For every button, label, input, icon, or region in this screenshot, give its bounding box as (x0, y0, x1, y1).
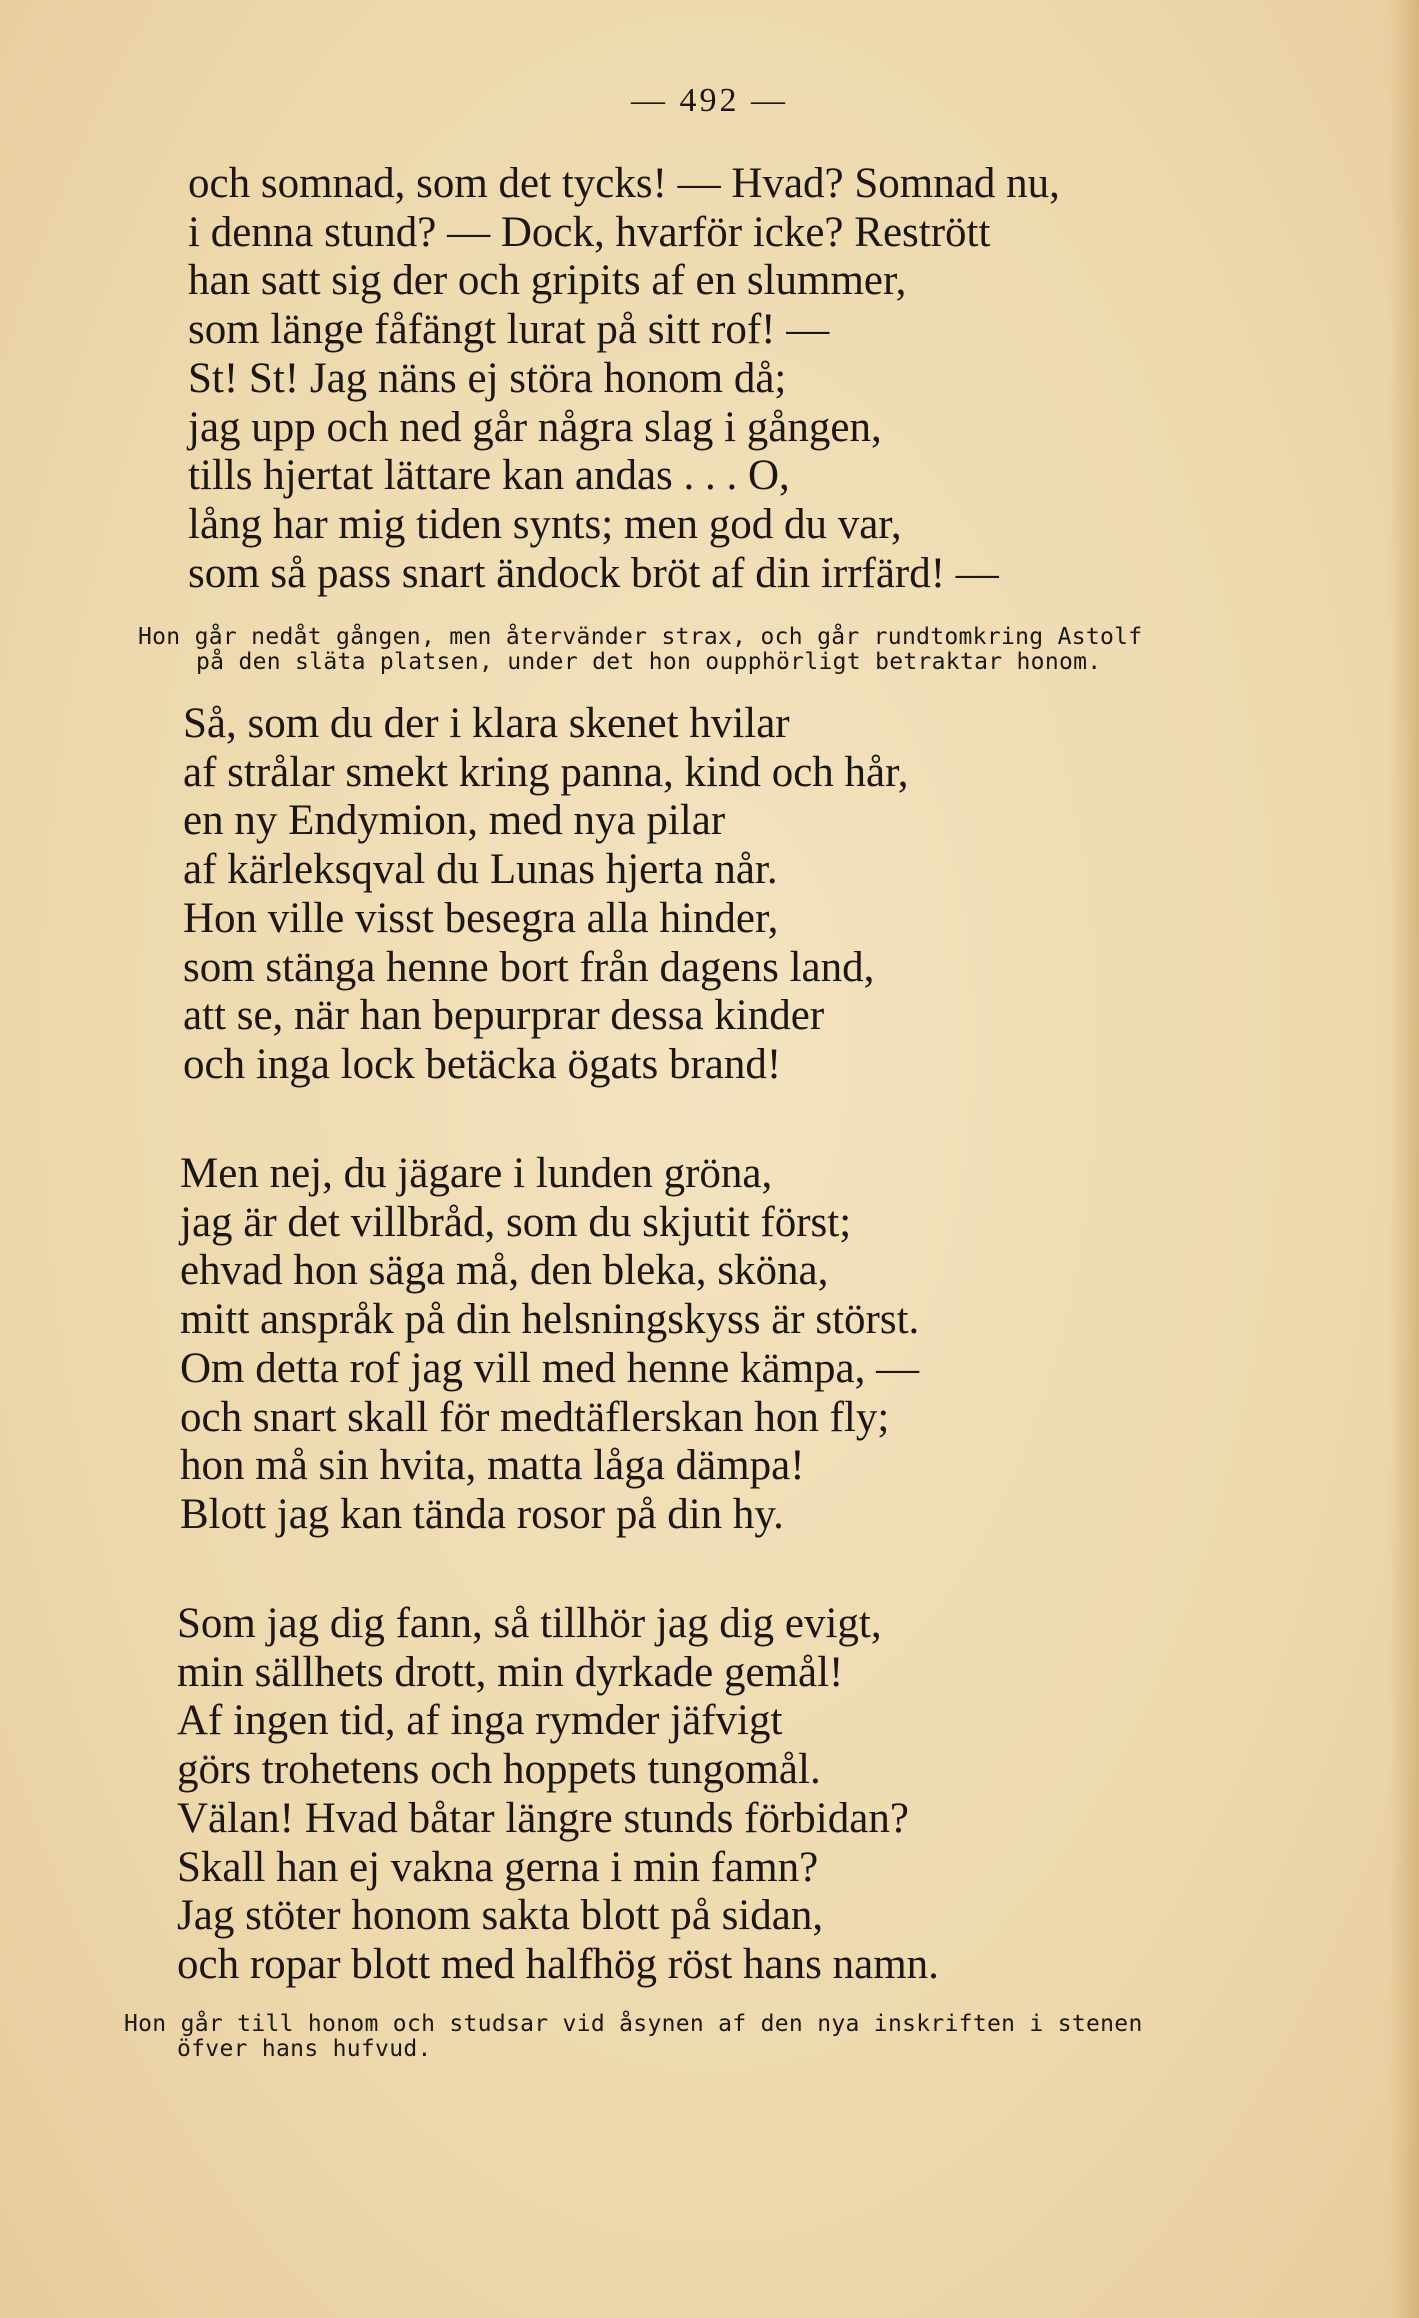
stage-direction-line: Hon går till honom och studsar vid åsynen af den nya inskriften i stenen (124, 2011, 1143, 2037)
verse-line: som stänga henne bort från dagens land, (183, 943, 875, 991)
verse-line: ehvad hon säga må, den bleka, sköna, (180, 1247, 829, 1295)
verse-line: han satt sig der och gripits af en slummer, (188, 257, 907, 305)
verse-line: och somnad, som det tycks! — Hvad? Somnad nu, (188, 160, 1060, 207)
verse-line: görs trohetens och hoppets tungomål. (177, 1746, 821, 1794)
verse-line: jag upp och ned går några slag i gången, (188, 403, 882, 451)
verse-line: Blott jag kan tända rosor på din hy. (180, 1490, 784, 1538)
verse-line: som länge fåfängt lurat på sitt rof! — (188, 306, 830, 354)
verse-line: jag är det villbråd, som du skjutit först; (180, 1198, 852, 1246)
verse-line: Jag stöter honom sakta blott på sidan, (177, 1892, 824, 1940)
stage-direction-1 (138, 625, 1142, 675)
verse-line: som så pass snart ändock bröt af din irrfärd! — (188, 549, 999, 597)
stage-direction-line: öfver hans hufvud. (177, 2036, 432, 2062)
verse-line: Skall han ej vakna gerna i min famn? (177, 1843, 819, 1891)
verse-line: Så, som du der i klara skenet hvilar (183, 700, 790, 747)
stage-direction-2 (124, 2012, 1143, 2062)
verse-stanza-4 (177, 1600, 1327, 1990)
verse-line: en ny Endymion, med nya pilar (183, 797, 726, 845)
verse-line: och ropar blott med halfhög röst hans namn. (177, 1940, 939, 1988)
stage-direction-line: Hon går nedåt gången, men återvänder strax, och går rundtomkring Astolf (138, 624, 1143, 650)
verse-line: mitt anspråk på din helsningskyss är störst. (180, 1296, 920, 1344)
verse-line: Som jag dig fann, så tillhör jag dig evigt, (177, 1600, 882, 1647)
verse-line: tills hjertat lättare kan andas . . . O, (188, 452, 790, 500)
page-edge-shade (1389, 0, 1419, 2318)
verse-stanza-1 (188, 160, 1338, 598)
verse-line: Hon ville visst besegra alla hinder, (183, 894, 779, 942)
verse-line: hon må sin hvita, matta låga dämpa! (180, 1442, 805, 1490)
verse-line: och inga lock betäcka ögats brand! (183, 1040, 782, 1088)
verse-line: Men nej, du jägare i lunden gröna, (180, 1150, 773, 1197)
verse-line: i denna stund? — Dock, hvarför icke? Restrött (188, 208, 991, 256)
stage-direction-line: på den släta platsen, under det hon oupphörligt betraktar honom. (196, 649, 1102, 675)
verse-line: min sällhets drott, min dyrkade gemål! (177, 1648, 844, 1696)
verse-line: St! St! Jag näns ej störa honom då; (188, 354, 787, 402)
verse-line: lång har mig tiden synts; men god du var, (188, 500, 902, 548)
verse-stanza-2 (183, 700, 1333, 1090)
verse-line: och snart skall för medtäflerskan hon fly; (180, 1393, 890, 1441)
verse-line: af kärleksqval du Lunas hjerta når. (183, 846, 778, 894)
verse-stanza-3 (180, 1150, 1330, 1540)
verse-line: Välan! Hvad båtar längre stunds förbidan? (177, 1794, 909, 1842)
verse-line: af strålar smekt kring panna, kind och hår, (183, 748, 909, 796)
verse-line: Af ingen tid, af inga rymder jäfvigt (177, 1697, 783, 1745)
page-number: — 492 — (631, 82, 788, 119)
verse-line: Om detta rof jag vill med henne kämpa, — (180, 1344, 920, 1392)
verse-line: att se, när han bepurprar dessa kinder (183, 992, 825, 1040)
